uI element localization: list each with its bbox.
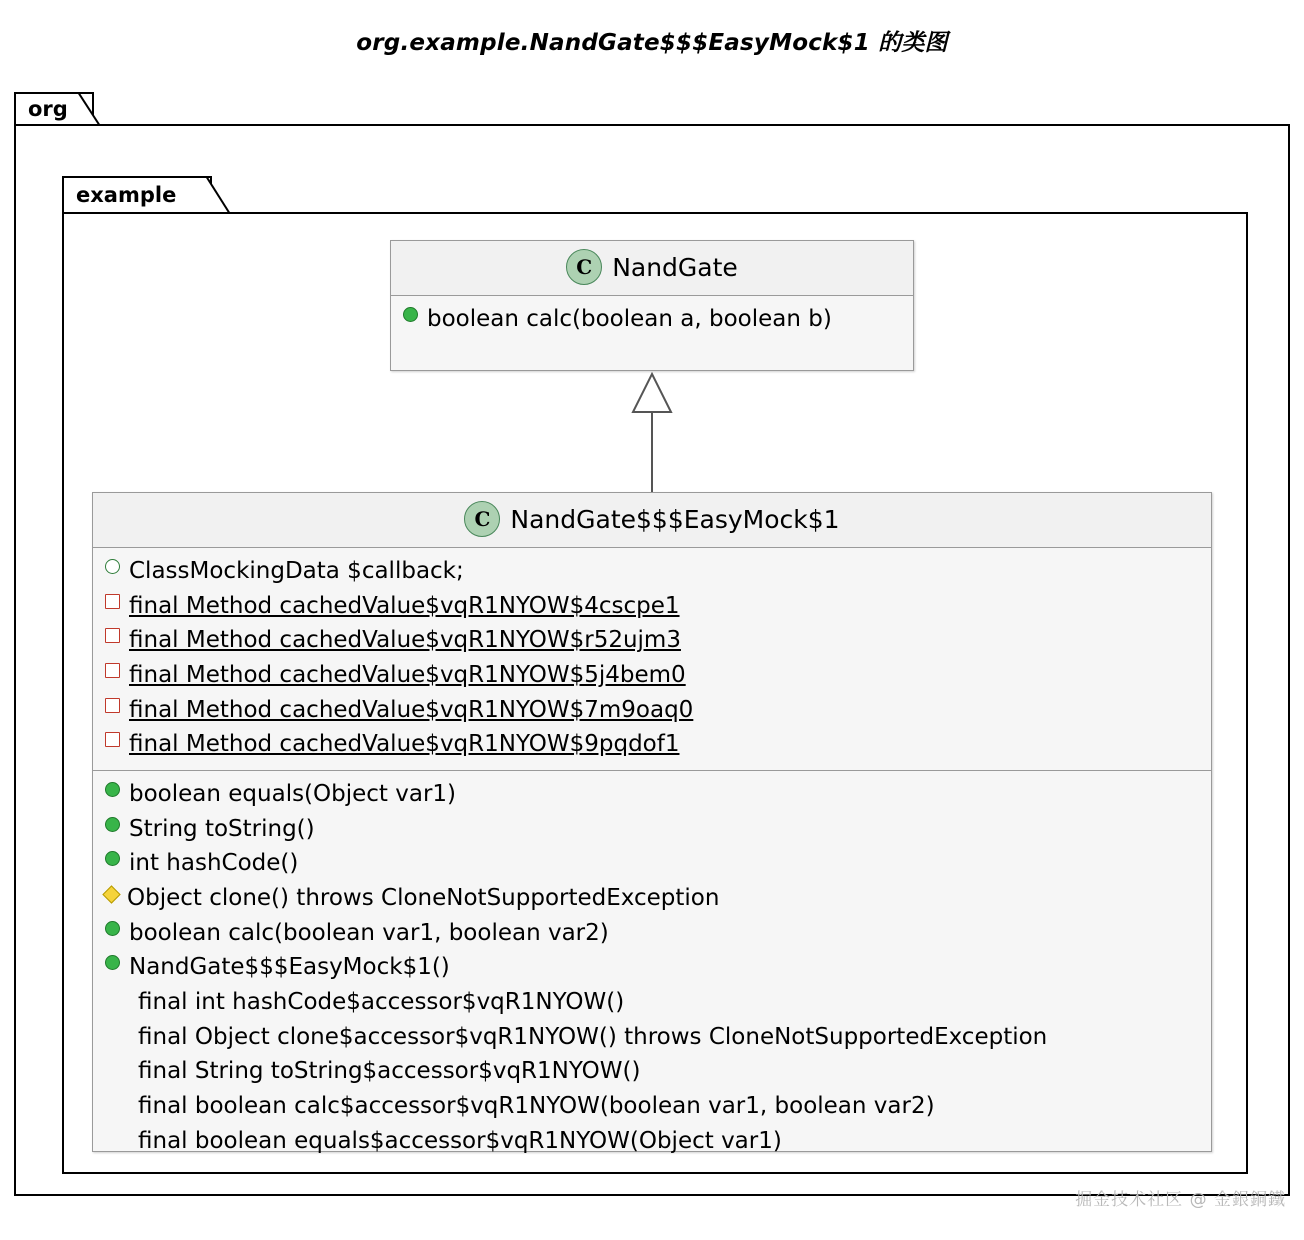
package-tab-slant-icon	[78, 92, 102, 126]
member-label: boolean equals(Object var1)	[129, 780, 457, 807]
methods-compartment	[391, 296, 913, 345]
visibility-static-field-icon	[105, 732, 120, 747]
member-row	[391, 302, 913, 337]
member-label: ClassMockingData $callback;	[129, 558, 464, 584]
member-label: boolean calc(boolean a, boolean b)	[427, 306, 832, 332]
uml-class-nandgate-easymock[interactable]	[92, 492, 1212, 1152]
member-row	[93, 658, 1211, 693]
methods-compartment	[93, 771, 1211, 1166]
member-row	[93, 554, 1211, 589]
uml-class-header	[391, 241, 913, 296]
visibility-static-field-icon	[105, 628, 120, 643]
member-label: int hashCode()	[129, 850, 299, 877]
member-row	[93, 623, 1211, 658]
uml-class-name: NandGate$$$EasyMock$1	[510, 504, 840, 534]
member-row	[93, 1020, 1211, 1055]
member-label: final Method cachedValue$vqR1NYOW$7m9oaq0	[129, 696, 694, 723]
member-label: final Method cachedValue$vqR1NYOW$r52ujm3	[129, 627, 681, 654]
package-tab-example-label: example	[76, 182, 177, 207]
visibility-public-icon	[403, 307, 418, 322]
visibility-public-icon	[105, 921, 120, 936]
member-row	[93, 727, 1211, 762]
member-label: final Method cachedValue$vqR1NYOW$9pqdof1	[129, 731, 680, 758]
member-row	[93, 1054, 1211, 1089]
member-label: final boolean calc$accessor$vqR1NYOW(boolean var1, boolean var2)	[138, 1092, 935, 1119]
member-label: final boolean equals$accessor$vqR1NYOW(Object var1)	[138, 1127, 782, 1154]
member-label: final int hashCode$accessor$vqR1NYOW()	[138, 988, 625, 1015]
uml-class-name: NandGate	[612, 252, 738, 282]
member-row	[93, 916, 1211, 951]
visibility-package-icon	[105, 559, 120, 574]
member-row	[93, 1089, 1211, 1124]
visibility-protected-icon	[102, 885, 120, 903]
visibility-public-icon	[105, 851, 120, 866]
member-label: final Method cachedValue$vqR1NYOW$4cscpe1	[129, 592, 680, 619]
member-row	[93, 812, 1211, 847]
member-label: String toString()	[129, 815, 315, 842]
uml-class-header	[93, 493, 1211, 548]
member-row	[93, 846, 1211, 881]
member-label: NandGate$$$EasyMock$1()	[129, 954, 450, 981]
package-tab-slant-icon	[206, 176, 232, 214]
generalization-arrow-icon	[631, 372, 673, 414]
member-label: final String toString$accessor$vqR1NYOW()	[138, 1058, 641, 1085]
visibility-static-field-icon	[105, 594, 120, 609]
member-row	[93, 777, 1211, 812]
visibility-public-icon	[105, 817, 120, 832]
generalization-line	[651, 412, 653, 494]
member-label: final Method cachedValue$vqR1NYOW$5j4bem0	[129, 661, 686, 688]
page-title: org.example.NandGate$$$EasyMock$1 的类图	[356, 30, 948, 56]
visibility-public-icon	[105, 955, 120, 970]
package-tab-org-label: org	[28, 96, 68, 121]
member-row	[93, 950, 1211, 985]
member-row	[93, 985, 1211, 1020]
visibility-static-field-icon	[105, 698, 120, 713]
package-tab-example	[62, 176, 212, 214]
visibility-static-field-icon	[105, 663, 120, 678]
fields-compartment	[93, 548, 1211, 771]
member-label: boolean calc(boolean var1, boolean var2)	[129, 919, 609, 946]
class-badge-icon: C	[464, 501, 500, 537]
class-badge-icon: C	[566, 249, 602, 285]
watermark: 掘金技术社区 @ 金銀銅鐵	[1075, 1190, 1286, 1210]
member-label: final Object clone$accessor$vqR1NYOW() throws CloneNotSupportedException	[138, 1023, 1048, 1050]
member-label: Object clone() throws CloneNotSupportedException	[127, 884, 720, 911]
package-tab-example-slant	[206, 176, 232, 214]
visibility-public-icon	[105, 782, 120, 797]
member-row	[93, 1124, 1211, 1159]
member-row	[93, 693, 1211, 728]
member-row	[93, 589, 1211, 624]
member-row	[93, 881, 1211, 916]
uml-class-nandgate[interactable]	[390, 240, 914, 371]
package-tab-org-slant	[78, 92, 102, 126]
